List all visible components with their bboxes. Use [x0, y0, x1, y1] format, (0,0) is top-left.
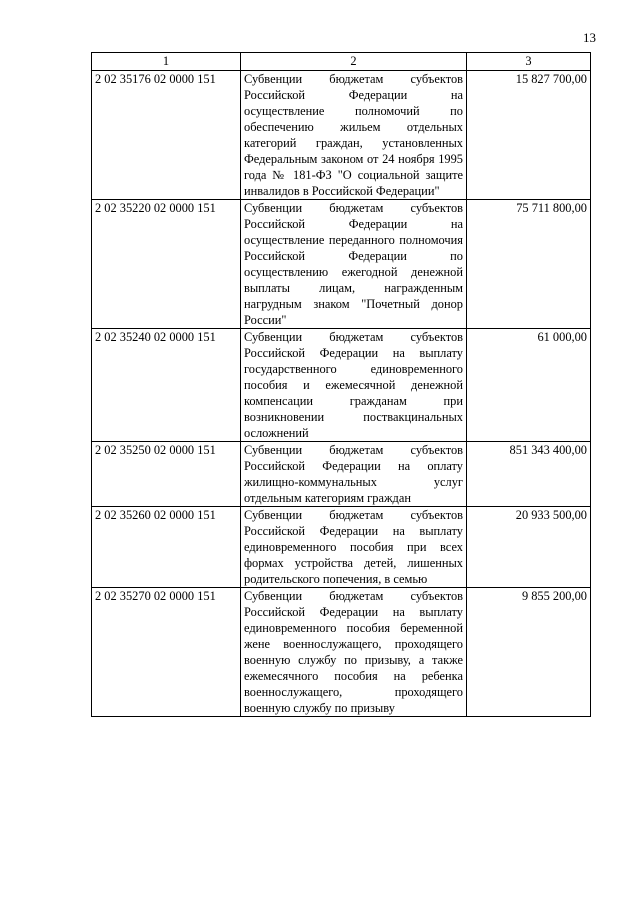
table-row: [92, 507, 591, 588]
page-number: 13: [583, 30, 596, 45]
table-row: [92, 329, 591, 442]
row-amount: 9 855 200,00: [467, 588, 591, 717]
row-description: Субвенции бюджетам субъектов Российской Федерации на осуществление переданного полномочия Российской Федерации по осуществлению ежегодной денежной выплаты лицам, награжденным нагрудным знаком "Почетный донор России": [241, 200, 467, 329]
row-code: 2 02 35260 02 0000 151: [92, 507, 241, 588]
row-amount: 851 343 400,00: [467, 442, 591, 507]
column-header-description: 2: [241, 53, 467, 71]
row-description: Субвенции бюджетам субъектов Российской Федерации на выплату единовременного пособия беременной жене военнослужащего, проходящего военную службу по призыву, а также ежемесячного пособия на ребенка военнослужащего, проходящего военную службу по призыву: [241, 588, 467, 717]
column-header-amount: 3: [467, 53, 591, 71]
table-row: [92, 588, 591, 717]
row-code: 2 02 35176 02 0000 151: [92, 71, 241, 200]
row-amount: 61 000,00: [467, 329, 591, 442]
table-row: [92, 71, 591, 200]
table-row: [92, 200, 591, 329]
header-row: [92, 53, 591, 71]
budget-table: [91, 52, 591, 717]
row-description: Субвенции бюджетам субъектов Российской Федерации на выплату государственного единовременного пособия и ежемесячной денежной компенсации гражданам при возникновении поствакцинальных осложнений: [241, 329, 467, 442]
row-amount: 75 711 800,00: [467, 200, 591, 329]
row-description: Субвенции бюджетам субъектов Российской Федерации на оплату жилищно-коммунальных услуг отдельным категориям граждан: [241, 442, 467, 507]
row-code: 2 02 35250 02 0000 151: [92, 442, 241, 507]
row-description: Субвенции бюджетам субъектов Российской Федерации на выплату единовременного пособия при всех формах устройства детей, лишенных родительского попечения, в семью: [241, 507, 467, 588]
table-header: [92, 53, 591, 71]
column-header-code: 1: [92, 53, 241, 71]
row-code: 2 02 35220 02 0000 151: [92, 200, 241, 329]
table-body: [92, 71, 591, 717]
row-code: 2 02 35240 02 0000 151: [92, 329, 241, 442]
row-amount: 20 933 500,00: [467, 507, 591, 588]
row-code: 2 02 35270 02 0000 151: [92, 588, 241, 717]
table-row: [92, 442, 591, 507]
row-amount: 15 827 700,00: [467, 71, 591, 200]
row-description: Субвенции бюджетам субъектов Российской Федерации на осуществление полномочий по обеспечению жильем отдельных категорий граждан, установленных Федеральным законом от 24 ноября 1995 года № 181-ФЗ "О социальной защите инвалидов в Российской Федерации": [241, 71, 467, 200]
